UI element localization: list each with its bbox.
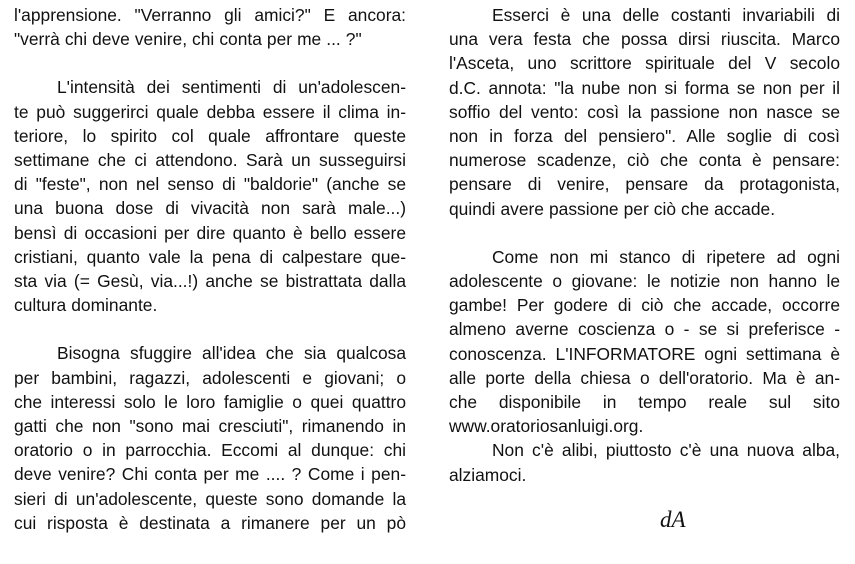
text-line: d.C. annota: "la nube non si forma se non per il: [449, 77, 840, 98]
text-line: una vera festa che possa dirsi riuscita. Marco: [449, 29, 840, 50]
text-line: Bisogna sfuggire all'idea che sia qualcosa: [57, 343, 406, 364]
text-line: non in forza del pensiero". Alle soglie di così: [449, 126, 840, 147]
text-line: Come non mi stanco di ripetere ad ogni: [492, 246, 840, 267]
right-column: [449, 3, 840, 487]
text-line: l'Asceta, uno scrittore spirituale del V secolo: [449, 53, 840, 74]
text-line: sta via (= Gesù, via...!) anche se bistrattata dalla: [14, 271, 406, 292]
text-line: numerose scadenze, ciò che conta è pensare:: [449, 150, 840, 171]
text-line: cristiani, quanto vale la pena di calpestare que-: [14, 246, 406, 267]
signature: dA: [660, 507, 686, 532]
text-line: alziamoci.: [449, 464, 527, 485]
left-column: [14, 3, 406, 535]
text-line: deve venire? Chi conta per me .... ? Come i pen-: [14, 464, 406, 485]
text-line: gambe! Per godere di ciò che accade, occorre: [449, 295, 840, 316]
text-line: quindi avere passione per ciò che accade.: [449, 198, 776, 219]
paragraph: [14, 341, 406, 535]
text-line: cui risposta è destinata a rimanere per un pò: [14, 512, 406, 533]
paragraph: [449, 245, 840, 439]
text-line: te può suggerirci quale debba essere il clima in-: [14, 101, 406, 122]
paragraph: [14, 75, 406, 317]
text-line: www.oratoriosanluigi.org.: [449, 416, 644, 437]
text-line: per bambini, ragazzi, adolescenti e giovani; o: [14, 367, 406, 388]
text-line: soffio del vento: così la passione non nasce se: [449, 101, 840, 122]
text-line: settimane che ci attendono. Sarà un susseguirsi: [14, 150, 406, 171]
text-line: alle porte della chiesa o dell'oratorio. Ma è an-: [449, 367, 840, 388]
text-line: "verrà chi deve venire, chi conta per me ... ?": [14, 29, 362, 50]
text-line: che interessi solo le loro famiglie o quei quattro: [14, 391, 406, 412]
text-line: pensare di venire, pensare da protagonista,: [449, 174, 840, 195]
text-line: Esserci è una delle costanti invariabili di: [492, 5, 840, 25]
text-line: gatti che non "sono mai cresciuti", rimanendo in: [14, 416, 406, 437]
text-line: una buona dose di vivacità non sarà male...): [14, 198, 406, 219]
text-line: almeno averne coscienza o - se si preferisce -: [449, 319, 840, 340]
text-line: cultura dominante.: [14, 295, 158, 316]
text-line: oratorio o in parrocchia. Eccomi al dunque: chi: [14, 440, 406, 461]
text-line: sieri di un'adolescente, queste sono domande la: [14, 488, 406, 509]
text-line: teriore, lo spirito col quale affrontare queste: [14, 125, 406, 146]
text-line: di "feste", non nel senso di "baldorie" (anche se: [14, 174, 406, 195]
text-line: che disponibile in tempo reale sul sito: [449, 392, 840, 413]
text-line: conoscenza. L'INFORMATORE ogni settimana è: [449, 343, 840, 364]
text-line: l'apprensione. "Verranno gli amici?" E ancora:: [14, 5, 406, 25]
text-line: adolescente o giovane: le notizie non hanno le: [449, 271, 840, 292]
paragraph: [14, 3, 406, 51]
paragraph: [449, 3, 840, 221]
text-line: L'intensità dei sentimenti di un'adolescen-: [57, 77, 406, 98]
paragraph: [449, 438, 840, 486]
text-line: Non c'è alibi, piuttosto c'è una nuova alba,: [492, 440, 840, 461]
text-line: bensì di occasioni per dire quanto è bello essere: [14, 222, 406, 243]
